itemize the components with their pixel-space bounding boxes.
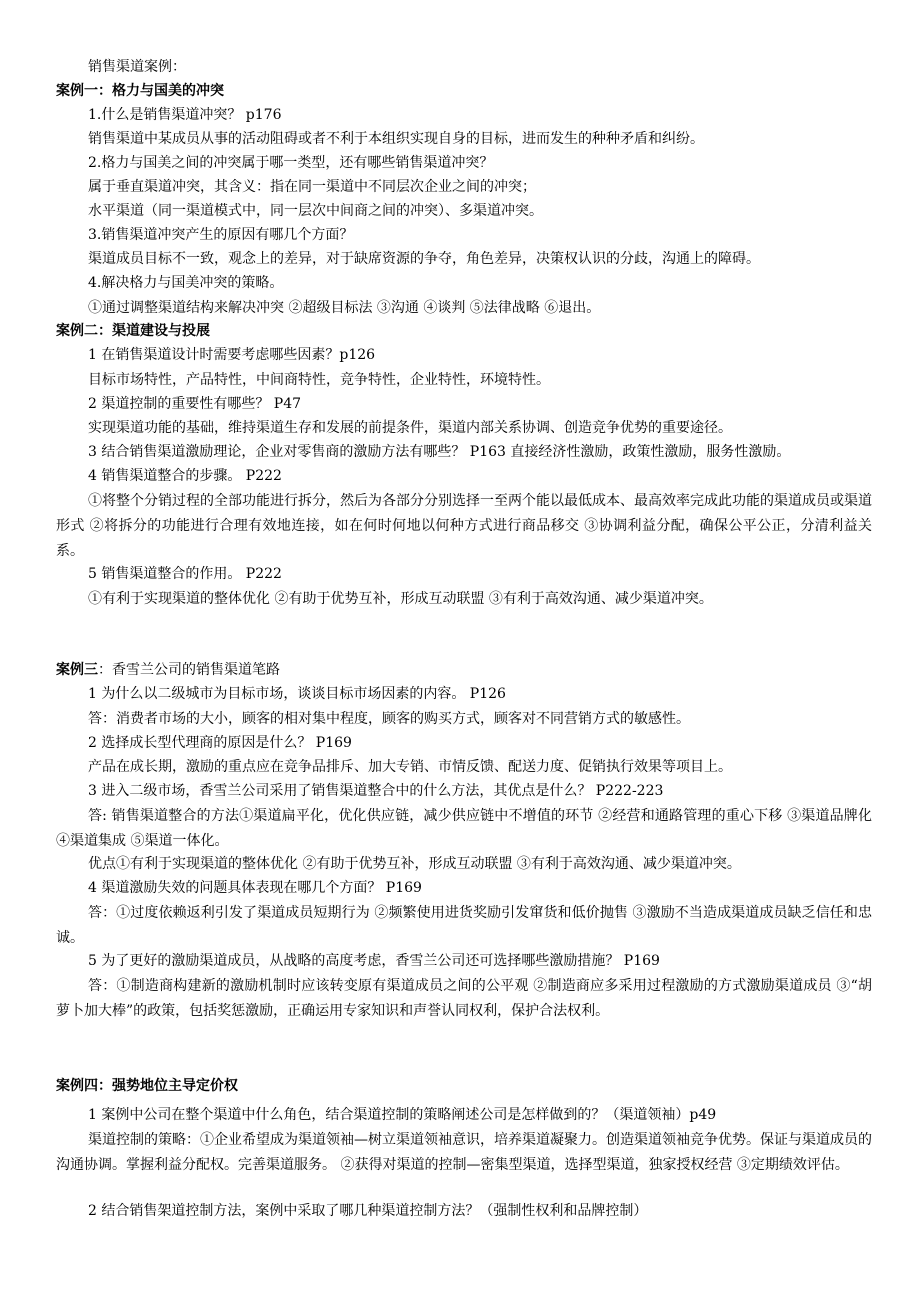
case-3-question-4: 4 渠道激励失效的问题具体表现在哪几个方面？ P169 — [88, 880, 422, 896]
case-3-answer-5: 答：①制造商构建新的激励机制时应该转变原有渠道成员之间的公平观 ②制造商应多采用过程激励的方式激励渠道成员 ③“胡萝卜加大棒”的政策，包括奖惩激励，正确运用专家知识和声誉认同权利，保护合法权利。 — [56, 978, 872, 1019]
case-3-heading-title: ：香雪兰公司的销售渠道笔路 — [98, 662, 280, 678]
case-3-heading-label: 案例三 — [56, 662, 98, 678]
case-3-question-2: 2 选择成长型代理商的原因是什么？ P169 — [88, 735, 352, 751]
case-3-answer-3: 答: 销售渠道整合的方法①渠道扁平化，优化供应链，减少供应链中不增值的环节 ②经营和通路管理的重心下移 ③渠道品牌化 ④渠道集成 ⑤渠道一体化。 — [56, 808, 872, 849]
case-2-answer-4: ①将整个分销过程的全部功能进行拆分，然后为各部分分别选择一至两个能以最低成本、最高效率完成此功能的渠道成员或渠道形式 ②将拆分的功能进行合理有效地连接，如在何时何地以何种方式进行商品移交 ③协调利益分配，确保公平公正，分清利益关系。 — [56, 493, 872, 559]
case-3-question-1: 1 为什么以二级城市为目标市场，谈谈目标市场因素的内容。 P126 — [88, 686, 506, 702]
case-2-question-2: 2 渠道控制的重要性有哪些？ P47 — [88, 396, 302, 412]
case-3-answer-4: 答：①过度依赖返利引发了渠道成员短期行为 ②频繁使用进货奖励引发窜货和低价抛售 ③激励不当造成渠道成员缺乏信任和忠诚。 — [56, 905, 872, 946]
case-2-answer-5: ①有利于实现渠道的整体优化 ②有助于优势互补，形成互动联盟 ③有利于高效沟通、减少渠道冲突。 — [88, 591, 713, 607]
case-4-question-1: 1 案例中公司在整个渠道中什么角色，结合渠道控制的策略阐述公司是怎样做到的？（渠道领袖）p49 — [88, 1107, 717, 1123]
case-1-question-1: 1.什么是销售渠道冲突？ p176 — [88, 107, 282, 123]
case-4-heading: 案例四：强势地位主导定价权 — [56, 1078, 238, 1094]
case-1-answer-4: ①通过调整渠道结构来解决冲突 ②超级目标法 ③沟通 ④谈判 ⑤法律战略 ⑥退出。 — [88, 300, 601, 316]
case-3-question-5: 5 为了更好的激励渠道成员，从战略的高度考虑，香雪兰公司还可选择哪些激励措施？ P169 — [88, 953, 660, 969]
case-2-question-5: 5 销售渠道整合的作用。 P222 — [88, 566, 282, 582]
case-1-answer-1: 销售渠道中某成员从事的活动阻碍或者不利于本组织实现自身的目标，进而发生的种种矛盾和纠纷。 — [88, 131, 704, 147]
case-2-question-4: 4 销售渠道整合的步骤。 P222 — [88, 468, 282, 484]
case-3-advantages: 优点①有利于实现渠道的整体优化 ②有助于优势互补，形成互动联盟 ③有利于高效沟通、减少渠道冲突。 — [88, 856, 741, 872]
case-3-question-3: 3 进入二级市场，香雪兰公司采用了销售渠道整合中的什么方法，其优点是什么？ P222-223 — [88, 783, 664, 799]
case-1-question-3: 3.销售渠道冲突产生的原因有哪几个方面？ — [88, 227, 354, 243]
case-1-answer-3: 渠道成员目标不一致，观念上的差异，对于缺席资源的争夺，角色差异，决策权认识的分歧，沟通上的障碍。 — [88, 251, 760, 267]
document-title: 销售渠道案例： — [88, 59, 186, 75]
case-4-question-2: 2 结合销售架道控制方法，案例中采取了哪几种渠道控制方法？（强制性权利和品牌控制） — [88, 1203, 648, 1219]
case-4-answer-1: 渠道控制的策略：①企业希望成为渠道领袖—树立渠道领袖意识，培养渠道凝聚力。创造渠道领袖竞争优势。保证与渠道成员的沟通协调。掌握利益分配权。完善渠道服务。 ②获得对渠道的控制—密集型渠道，选择型渠道，独家授权经营 ③定期绩效评估。 — [56, 1132, 872, 1173]
case-1-question-2: 2.格力与国美之间的冲突属于哪一类型，还有哪些销售渠道冲突？ — [88, 155, 494, 171]
case-3-answer-2: 产品在成长期，激励的重点应在竞争品排斥、加大专销、市情反馈、配送力度、促销执行效果等项目上。 — [88, 759, 732, 775]
case-2-answer-2: 实现渠道功能的基础，维持渠道生存和发展的前提条件，渠道内部关系协调、创造竞争优势的重要途径。 — [88, 420, 732, 436]
case-1-answer-2b: 水平渠道（同一渠道模式中，同一层次中间商之间的冲突）、多渠道冲突。 — [88, 203, 543, 219]
case-1-answer-2a: 属于垂直渠道冲突，其含义：指在同一渠道中不同层次企业之间的冲突； — [88, 179, 536, 195]
case-1-heading: 案例一：格力与国美的冲突 — [56, 83, 224, 99]
case-2-question-3: 3 结合销售渠道激励理论，企业对零售商的激励方法有哪些？ P163 直接经济性激励，政策性激励，服务性激励。 — [88, 444, 791, 460]
case-1-question-4: 4.解决格力与国美冲突的策略。 — [88, 275, 284, 291]
case-3-heading — [56, 659, 280, 681]
case-2-heading: 案例二：渠道建设与投展 — [56, 323, 210, 339]
case-2-question-1: 1 在销售渠道设计时需要考虑哪些因素？p126 — [88, 347, 376, 363]
case-2-answer-1: 目标市场特性，产品特性，中间商特性，竞争特性，企业特性，环境特性。 — [88, 372, 550, 388]
case-3-answer-1: 答：消费者市场的大小，顾客的相对集中程度，顾客的购买方式，顾客对不同营销方式的敏感性。 — [88, 711, 690, 727]
